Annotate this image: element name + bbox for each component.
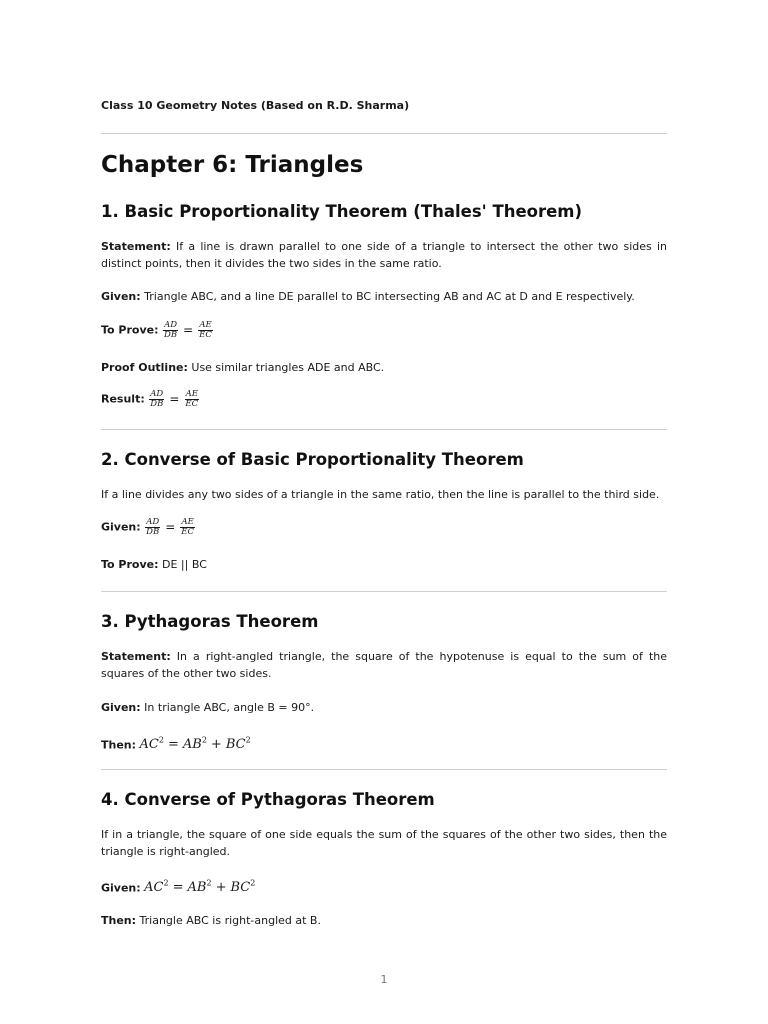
page-number: 1 xyxy=(380,973,388,986)
section-1-title: 1. Basic Proportionality Theorem (Thales' Theorem) xyxy=(101,202,583,221)
result-label: Result: xyxy=(101,392,145,406)
statement-label: Statement: xyxy=(101,240,171,253)
given-label: Given: xyxy=(101,701,141,714)
statement-text: In a right-angled triangle, the square of the hypotenuse is equal to the sum of the squares of the other two sides. xyxy=(101,650,667,680)
proof-label: Proof Outline: xyxy=(101,361,188,374)
fraction-ae-ec: $\frac{AE}{EC}$ xyxy=(181,517,195,537)
section-divider xyxy=(101,769,667,770)
pythagoras-equation: $AC^2 = AB^2 + BC^2$ xyxy=(144,879,256,896)
section-3-title: 3. Pythagoras Theorem xyxy=(101,612,319,631)
to-prove-text: DE || BC xyxy=(162,558,207,571)
given-label: Given: xyxy=(101,881,141,895)
section-divider xyxy=(101,591,667,592)
chapter-title: Chapter 6: Triangles xyxy=(101,152,364,178)
then-label: Then: xyxy=(101,738,137,752)
fraction-ae-ec: $\frac{AE}{EC}$ xyxy=(185,389,199,409)
header-divider xyxy=(101,133,667,134)
given-text: In triangle ABC, angle B = 90°. xyxy=(144,701,315,714)
proof-text: Use similar triangles ADE and ABC. xyxy=(191,361,385,374)
statement-label: Statement: xyxy=(101,650,171,663)
section-3-then xyxy=(101,732,667,753)
pythagoras-equation: $AC^2 = AB^2 + BC^2$ xyxy=(139,736,251,753)
equals-sign: = xyxy=(183,323,194,337)
section-divider xyxy=(101,429,667,430)
section-1-result xyxy=(101,390,667,409)
section-3-statement xyxy=(101,648,667,682)
given-label: Given: xyxy=(101,520,141,534)
document-header: Class 10 Geometry Notes (Based on R.D. Sharma) xyxy=(101,99,410,112)
section-4-then xyxy=(101,912,667,929)
section-1-given xyxy=(101,288,667,305)
section-2-given xyxy=(101,518,667,537)
equals-sign: = xyxy=(165,520,176,534)
section-4-statement: If in a triangle, the square of one side equals the sum of the squares of the other two sides, then the triangle is right-angled. xyxy=(101,828,667,858)
section-2-to-prove xyxy=(101,556,667,573)
to-prove-label: To Prove: xyxy=(101,558,159,571)
then-label: Then: xyxy=(101,914,137,927)
fraction-ae-ec: $\frac{AE}{EC}$ xyxy=(199,320,212,340)
fraction-ad-db: $\frac{AD}{DB}$ xyxy=(164,320,178,340)
section-2-title: 2. Converse of Basic Proportionality Theorem xyxy=(101,450,524,469)
fraction-ad-db: $\frac{AD}{DB}$ xyxy=(146,517,160,537)
section-3-given xyxy=(101,699,667,716)
section-1-statement xyxy=(101,238,667,272)
equals-sign: = xyxy=(169,392,180,406)
section-1-proof xyxy=(101,359,667,376)
fraction-ad-db: $\frac{AD}{DB}$ xyxy=(150,389,164,409)
given-label: Given: xyxy=(101,290,141,303)
section-4-title: 4. Converse of Pythagoras Theorem xyxy=(101,790,435,809)
section-1-to-prove xyxy=(101,321,667,340)
given-text: Triangle ABC, and a line DE parallel to BC intersecting AB and AC at D and E respectively. xyxy=(144,290,635,303)
section-4-given xyxy=(101,875,667,896)
statement-text: If a line is drawn parallel to one side of a triangle to intersect the other two sides in distinct points, then it divides the two sides in the same ratio. xyxy=(101,240,667,270)
then-text: Triangle ABC is right-angled at B. xyxy=(139,914,321,927)
section-2-statement: If a line divides any two sides of a triangle in the same ratio, then the line is parallel to the third side. xyxy=(101,488,660,501)
to-prove-label: To Prove: xyxy=(101,323,159,337)
